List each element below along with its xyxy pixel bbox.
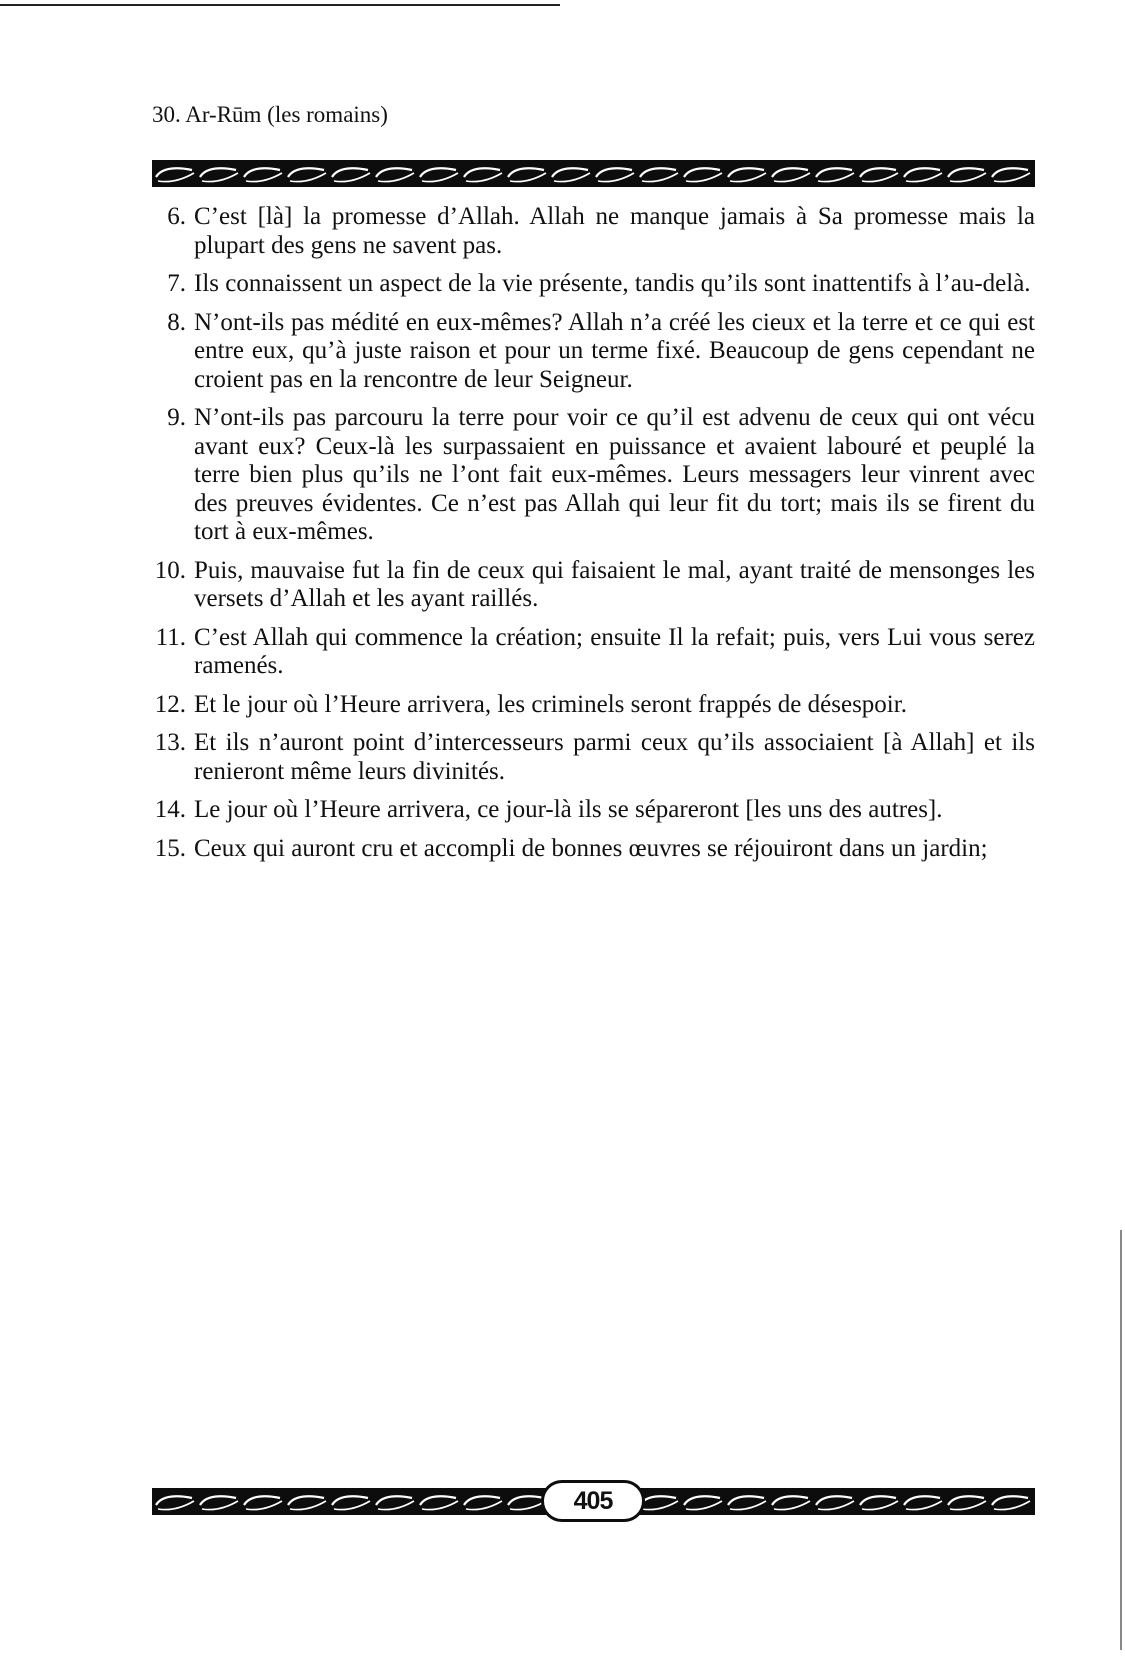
verse-number: 7.	[167, 270, 186, 297]
verse-text: Puis, mauvaise fut la fin de ceux qui faisaient le mal, ayant traité de mensonges les versets d’Allah et les ayant raillés.	[194, 556, 1035, 612]
verse-text: C’est [là] la promesse d’Allah. Allah ne manque jamais à Sa promesse mais la plupart des gens ne savent pas.	[194, 203, 1035, 259]
verse-number: 10.	[154, 556, 186, 584]
verse-item	[140, 203, 1035, 260]
verse-number: 13.	[154, 729, 186, 756]
verse-text: Le jour où l’Heure arrivera, ce jour-là ils se sépareront [les uns des autres].	[194, 796, 943, 823]
verse-item	[140, 835, 1035, 864]
verse-text: Ceux qui auront cru et accompli de bonnes œuvres se réjouiront dans un jardin;	[194, 834, 988, 862]
verse-number: 9.	[167, 404, 186, 431]
ornament-band-top	[152, 160, 1035, 187]
verse-text: N’ont-ils pas médité en eux-mêmes? Allah n’a créé les cieux et la terre et ce qui est entre eux, qu’à juste raison et pour un terme fixé. Beaucoup de gens cependant ne croient pas en la rencontre de leur Seigneur.	[194, 308, 1035, 393]
page-number-badge	[541, 1480, 645, 1522]
verse-text: Ils connaissent un aspect de la vie présente, tandis qu’ils sont inattentifs à l’au-delà.	[194, 270, 1031, 297]
verse-item	[140, 691, 1035, 720]
top-rule	[0, 4, 560, 6]
verse-item	[140, 796, 1035, 825]
verse-item	[140, 729, 1035, 786]
page-edge-rule	[1120, 1230, 1122, 1650]
page-number: 405	[573, 1486, 613, 1515]
verse-item	[140, 270, 1035, 299]
verse-number: 15.	[154, 834, 186, 862]
page-header: 30. Ar-Rūm (les romains)	[152, 102, 388, 127]
ornament-pattern-top	[152, 160, 1035, 187]
verse-number: 12.	[154, 690, 186, 718]
verse-number: 8.	[167, 308, 186, 336]
verse-item	[140, 309, 1035, 395]
verse-item	[140, 557, 1035, 614]
verse-text: C’est Allah qui commence la création; ensuite Il la refait; puis, vers Lui vous serez ramenés.	[194, 623, 1035, 679]
verse-text: N’ont-ils pas parcouru la terre pour voir ce qu’il est advenu de ceux qui ont vécu avant eux? Ceux-là les surpassaient en puissance et avaient labouré et peuplé la terre bien plus qu’ils ne l’ont fait eux-mêmes. Leurs messagers leur vinrent avec des preuves évidentes. Ce n’est pas Allah qui leur fit du tort; mais ils se firent du tort à eux-mêmes.	[194, 404, 1035, 545]
verse-number: 11.	[155, 623, 186, 651]
verse-number: 6.	[167, 203, 186, 230]
verse-text: Et ils n’auront point d’intercesseurs parmi ceux qu’ils associaient [à Allah] et ils renieront même leurs divinités.	[194, 729, 1035, 785]
verse-list	[140, 203, 1035, 873]
verse-item	[140, 404, 1035, 547]
verse-number: 14.	[154, 796, 186, 823]
verse-item	[140, 624, 1035, 681]
verse-text: Et le jour où l’Heure arrivera, les criminels seront frappés de désespoir.	[194, 690, 907, 718]
